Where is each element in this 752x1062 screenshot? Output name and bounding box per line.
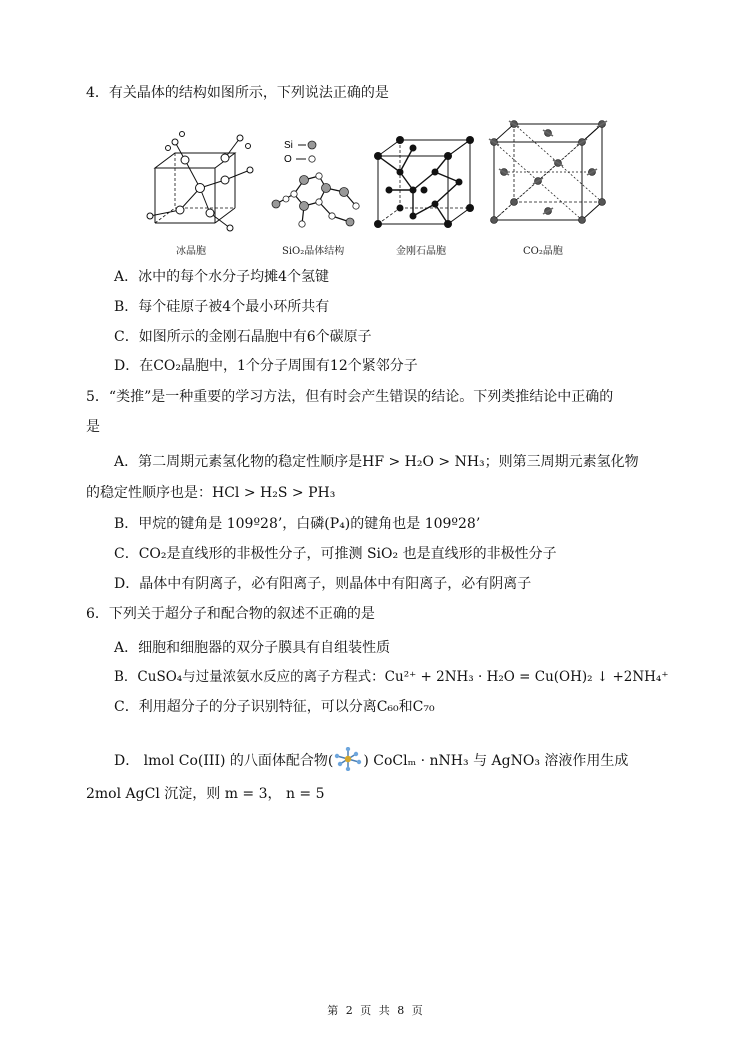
- q5-option-a-line2: 的稳定性顺序也是：HCl > H₂S > PH₃: [86, 485, 336, 501]
- diamond-crystal-figure: [370, 132, 478, 236]
- q4-option-c: C．如图所示的金刚石晶胞中有6个碳原子: [114, 329, 372, 345]
- q6-option-d-line2: 2mol AgCl 沉淀，则 m = 3， n = 5: [86, 786, 325, 802]
- q6-option-a: A．细胞和细胞器的双分子膜具有自组装性质: [114, 640, 391, 656]
- sio2-structure-figure: [264, 136, 364, 236]
- q6-option-d-line1: [114, 747, 628, 771]
- q5-stem-line2: 是: [86, 419, 100, 435]
- o-label: O: [284, 154, 292, 165]
- q6-option-b: B．CuSO₄与过量浓氨水反应的离子方程式：Cu²⁺ + 2NH₃ · H₂O = Cu(OH)₂ ↓ +2NH₄⁺: [114, 669, 669, 685]
- octahedral-complex-icon: [333, 747, 363, 771]
- q4-stem: 4．有关晶体的结构如图所示，下列说法正确的是: [86, 85, 389, 101]
- page-footer: 第 2 页 共 8 页: [327, 1004, 425, 1017]
- q4-option-b: B．每个硅原子被4个最小环所共有: [114, 299, 330, 315]
- ice-caption: 冰晶胞: [176, 246, 206, 257]
- co2-caption: CO₂晶胞: [523, 246, 563, 257]
- si-label: Si: [284, 140, 293, 151]
- q6-stem: 6．下列关于超分子和配合物的叙述不正确的是: [86, 606, 375, 622]
- q5-option-a-line1: A．第二周期元素氢化物的稳定性顺序是HF > H₂O > NH₃；则第三周期元素氢化物: [114, 454, 639, 470]
- ice-crystal-figure: [140, 128, 260, 236]
- q4-option-a: A．冰中的每个水分子均摊4个氢键: [114, 269, 330, 285]
- q5-option-d: D．晶体中有阴离子，必有阳离子，则晶体中有阳离子，必有阴离子: [114, 576, 532, 592]
- diamond-caption: 金刚石晶胞: [396, 246, 446, 257]
- q6-option-d-prefix: D． lmol Co(III) 的八面体配合物(: [114, 753, 334, 769]
- sio2-caption: SiO₂晶体结构: [282, 246, 345, 257]
- q6-option-d-suffix: ) CoClₘ · nNH₃ 与 AgNO₃ 溶液作用生成: [363, 753, 629, 769]
- co2-crystal-figure: [486, 116, 608, 236]
- q5-stem-line1: 5．“类推”是一种重要的学习方法，但有时会产生错误的结论。下列类推结论中正确的: [86, 389, 614, 405]
- q6-option-c: C．利用超分子的分子识别特征，可以分离C₆₀和C₇₀: [114, 699, 435, 715]
- q5-option-c: C．CO₂是直线形的非极性分子，可推测 SiO₂ 也是直线形的非极性分子: [114, 546, 557, 562]
- q5-option-b: B．甲烷的键角是 109º28’，白磷(P₄)的键角也是 109º28’: [114, 516, 481, 532]
- q4-option-d: D．在CO₂晶胞中，1个分子周围有12个紧邻分子: [114, 358, 418, 374]
